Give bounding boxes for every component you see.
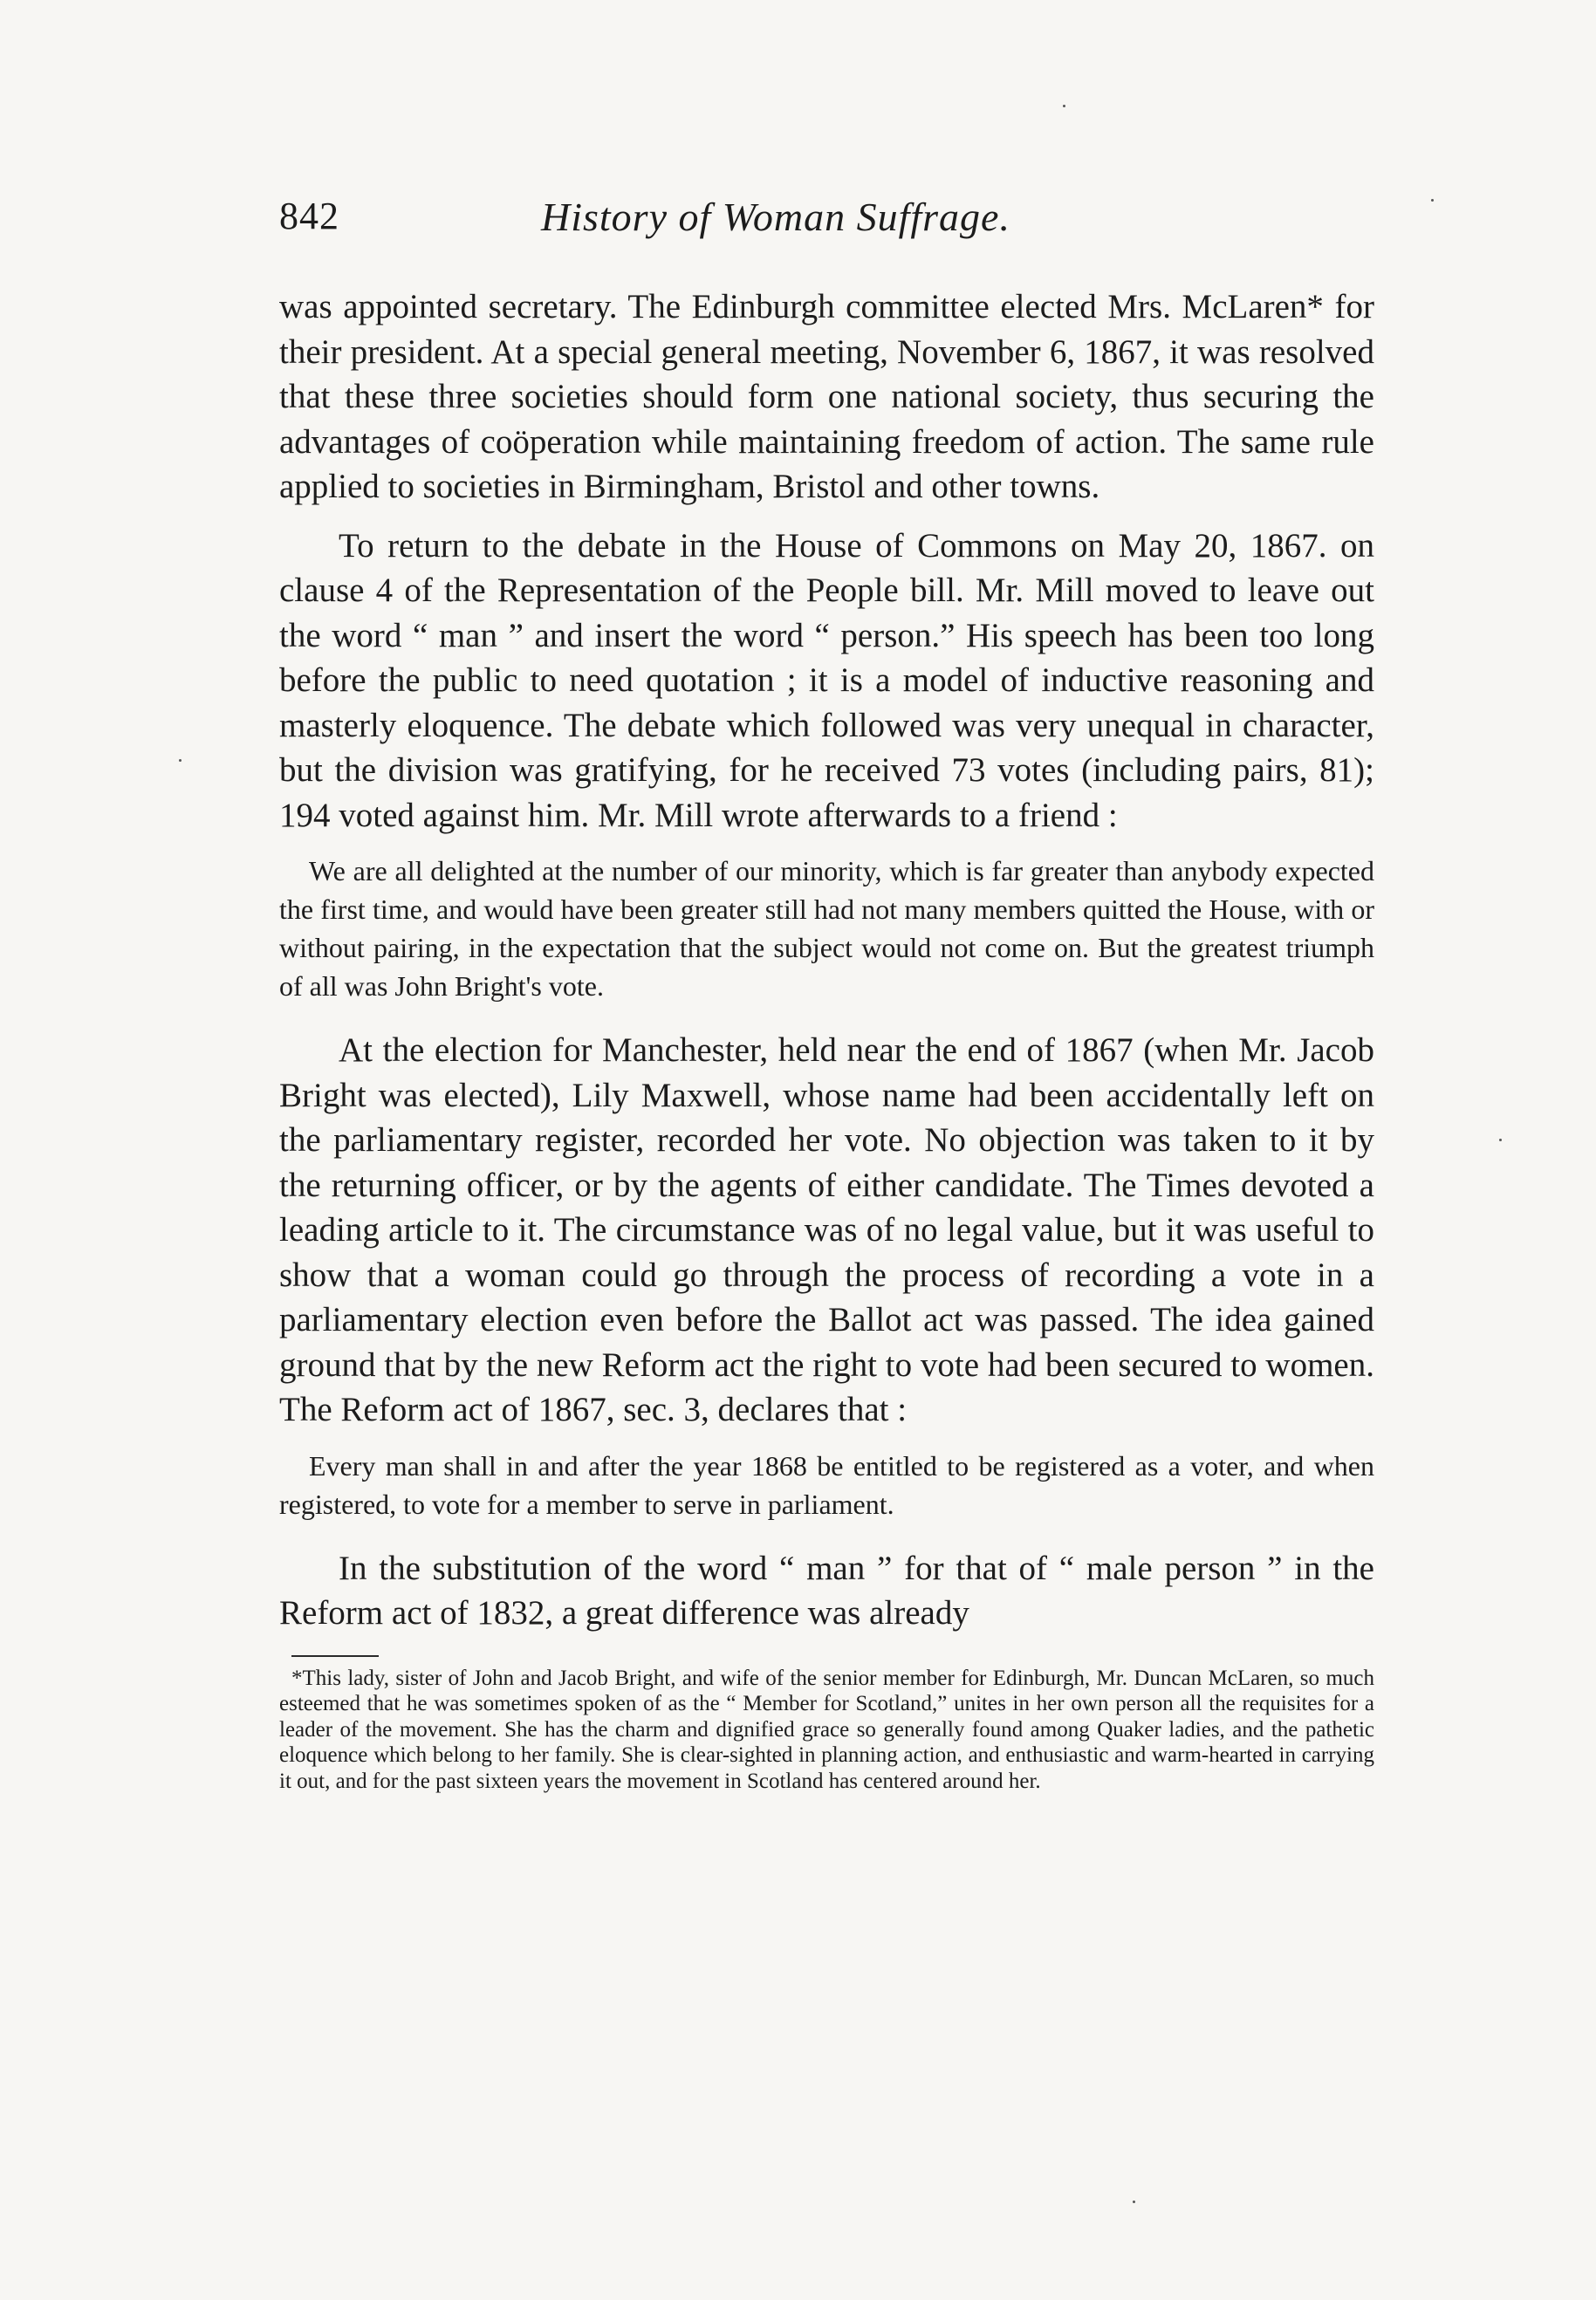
- paragraph-continued: was appointed secretary. The Edinburgh committee elected Mrs. McLaren* for their president. At a special general meeting, November 6, 1867, it was resolved that these three societies should form one national society, thus securing the advantages of coöperation while maintaining freedom of action. The same rule applied to societies in Birmingham, Bristol and other towns.: [279, 288, 1374, 505]
- footnote: *This lady, sister of John and Jacob Bright, and wife of the senior member for Edinburgh, Mr. Duncan McLaren, so much esteemed that he was sometimes spoken of as the “ Member for Scotland,” unites in her own person all the requisites for a leader of the movement. She has the charm and dignified grace so generally found among Quaker ladies, and the pathetic eloquence which belong to her family. She is clear-sighted in planning action, and enthusiastic and warm-hearted in carrying it out, and for the past sixteen years the movement in Scotland has centered around her.: [279, 1666, 1374, 1793]
- paragraph-manchester-election: At the election for Manchester, held near the end of 1867 (when Mr. Jacob Bright was elected), Lily Maxwell, whose name had been accidentally left on the parliamentary register, recorded her vote. No objection was taken to it by the returning officer, or by the agents of either candidate. The Times devoted a leading article to it. The circumstance was of no legal value, but it was useful to show that a woman could go through the process of recording a vote in a parliamentary election even before the Ballot act was passed. The idea gained ground that by the new Reform act the right to vote had been secured to women. The Reform act of 1867, sec. 3, declares that :: [279, 1031, 1374, 1428]
- page-number: 842: [279, 195, 339, 237]
- body-text: [279, 284, 1374, 1794]
- page-header: [279, 194, 1374, 255]
- block-quote-reform-act: Every man shall in and after the year 1868 be entitled to be registered as a voter, and when registered, to vote for a member to serve in parliament.: [279, 1449, 1374, 1520]
- paragraph-substitution: In the substitution of the word “ man ” for that of “ male person ” in the Reform act of 1832, a great difference was already: [279, 1549, 1374, 1632]
- scan-speck: [1133, 2201, 1135, 2203]
- scan-speck: [1431, 199, 1434, 202]
- running-title: History of Woman Suffrage.: [541, 195, 1010, 239]
- scan-speck: [1499, 1139, 1502, 1141]
- paragraph-mill-debate: To return to the debate in the House of Commons on May 20, 1867. on clause 4 of the Representation of the People bill. Mr. Mill moved to leave out the word “ man ” and insert the word “ person.” His speech has been too long before the public to need quotation ; it is a model of inductive reasoning and masterly eloquence. The debate which followed was very unequal in character, but the division was gratifying, for he received 73 votes (including pairs, 81); 194 voted against him. Mr. Mill wrote afterwards to a friend :: [279, 526, 1374, 834]
- block-quote-mill: We are all delighted at the number of our minority, which is far greater than anybody expected the first time, and would have been greater still had not many members quitted the House, with or without pairing, in the expectation that the subject would not come on. But the greatest triumph of all was John Bright's vote.: [279, 855, 1374, 1002]
- scan-speck: [1063, 105, 1065, 107]
- footnote-divider: [291, 1655, 379, 1657]
- scan-speck: [179, 759, 182, 762]
